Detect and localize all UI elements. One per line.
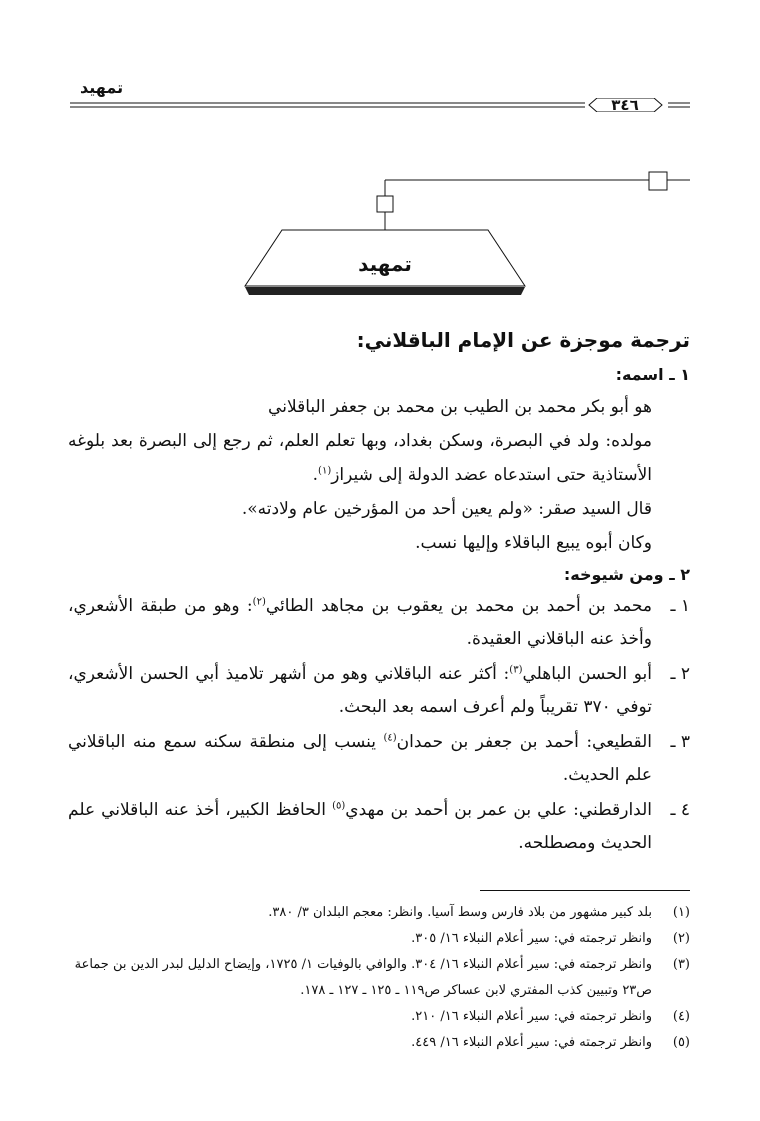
footnote-number: (٣) [672, 957, 690, 972]
footnote-text: بلد كبير مشهور من بلاد فارس وسط آسيا. وانظر: معجم البلدان ٣/ ٣٨٠. [268, 905, 652, 920]
page-number: ٣٤٦ [611, 96, 639, 114]
footnote [70, 926, 690, 952]
list-item-text: أبو الحسن الباهلي$^{(٣)}$: أكثر عنه الباقلاني وهو من أشهر تلاميذ أبي الحسن الأشعري، توفي ٣٧٠ تقريباً ولم أعرف اسمه بعد البحث. [68, 664, 652, 717]
footnote [70, 1030, 690, 1056]
list-item [68, 590, 690, 656]
chapter-title: تمهيد [358, 252, 412, 276]
footnote-text: وانظر ترجمته في: سير أعلام النبلاء ١٦/ ٣٠٥. [411, 931, 652, 946]
footnote-ref-5: (٥) [332, 800, 346, 812]
footnote-number: (٥) [672, 1035, 690, 1050]
footnote [70, 952, 690, 1004]
footnote-ref-3: (٣) [509, 664, 523, 676]
birth-paragraph: مولده: ولد في البصرة، وسكن بغداد، وبها تعلم العلم، ثم رجع إلى البصرة بعد بلوغه الأستاذية حتى استدعاه عضد الدولة إلى شيراز$^{(١)}$. [68, 431, 652, 485]
footnote-number: (١) [672, 905, 690, 920]
full-name-paragraph: هو أبو بكر محمد بن الطيب بن محمد بن جعفر الباقلاني [268, 397, 652, 417]
footnotes [70, 900, 690, 1056]
list-item-number: ٣ ـ [670, 732, 690, 752]
section-title: ترجمة موجزة عن الإمام الباقلاني: [356, 328, 690, 352]
saqr-quote-paragraph: قال السيد صقر: «ولم يعين أحد من المؤرخين عام ولادته». [241, 499, 652, 519]
footnote-number: (٢) [672, 931, 690, 946]
body-text [68, 322, 690, 862]
footnote-text: وانظر ترجمته في: سير أعلام النبلاء ١٦/ ٣٠٤. والوافي بالوفيات ١/ ١٧٢٥، وإيضاح الدليل لبدر الدين بن جماعة ص٢٣ وتبيين كذب المفتري لابن عساكر ص١١٩ ـ ١٢٥ ـ ١٢٧ ـ ١٧٨. [74, 957, 652, 998]
footnote-separator [480, 890, 690, 891]
footnote-text: وانظر ترجمته في: سير أعلام النبلاء ١٦/ ٤٤٩. [411, 1035, 652, 1050]
list-item-text: محمد بن أحمد بن محمد بن يعقوب بن مجاهد الطائي$^{(٢)}$: وهو من طبقة الأشعري، وأخذ عنه الباقلاني العقيدة. [68, 596, 652, 649]
list-item-text: الدارقطني: علي بن عمر بن أحمد بن مهدي$^{(٥)}$ الحافظ الكبير، أخذ عنه الباقلاني علم الحديث ومصطلحه. [68, 800, 652, 853]
list-item-text: القطيعي: أحمد بن جعفر بن حمدان$^{(٤)}$ ينسب إلى منطقة سكنه سمع منه الباقلاني علم الحديث. [68, 732, 652, 785]
footnote-ref-1: (١) [318, 465, 332, 477]
father-paragraph: وكان أبوه يبيع الباقلاء وإليها نسب. [415, 533, 652, 553]
footnote [70, 1004, 690, 1030]
teachers-list [68, 590, 690, 860]
list-item [68, 794, 690, 860]
teachers-heading: ٢ ـ ومن شيوخه: [563, 565, 690, 584]
running-title: تمهيد [80, 78, 124, 97]
footnote-text: وانظر ترجمته في: سير أعلام النبلاء ١٦/ ٢١٠. [411, 1009, 652, 1024]
list-item-number: ١ ـ [670, 596, 690, 616]
name-heading: ١ ـ اسمه: [615, 365, 690, 384]
footnote-ref-4: (٤) [383, 732, 397, 744]
footnote [70, 900, 690, 926]
list-item [68, 658, 690, 724]
footnote-number: (٤) [672, 1009, 690, 1024]
list-item-number: ٢ ـ [670, 664, 690, 684]
chapter-ornament [240, 168, 690, 298]
list-item-number: ٤ ـ [670, 800, 690, 820]
footnote-ref-2: (٢) [252, 596, 266, 608]
list-item [68, 726, 690, 792]
